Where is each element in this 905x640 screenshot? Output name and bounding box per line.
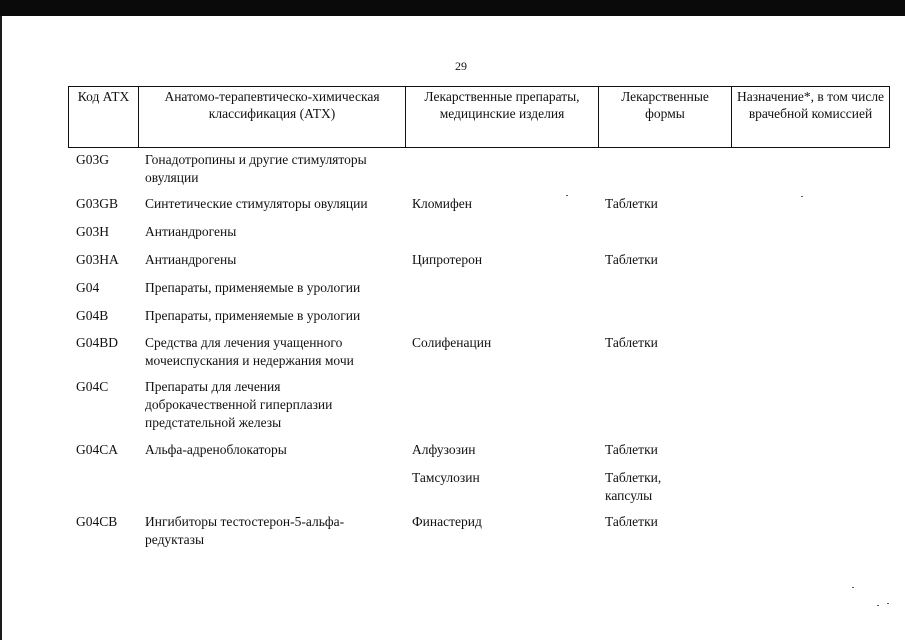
cell-code: G04B — [76, 308, 109, 323]
cell-code: G04 — [76, 280, 100, 295]
cell-classification: Препараты для лечения доброкачественной гиперплазии предстательной железы — [145, 379, 333, 430]
cell-classification: Гонадотропины и другие стимуляторы овуляции — [145, 152, 367, 185]
cell-form: Таблетки — [605, 252, 658, 267]
cell-drug: Алфузозин — [412, 442, 476, 457]
cell-classification: Антиандрогены — [145, 224, 237, 239]
scan-speck — [852, 587, 854, 588]
header-code: Код АТХ — [69, 87, 139, 148]
cell-code: G03H — [76, 224, 109, 239]
scan-speck — [887, 603, 889, 604]
cell-classification: Антиандрогены — [145, 252, 237, 267]
header-classification: Анатомо-терапевтическо-химическая классификация (АТХ) — [139, 87, 406, 148]
cell-form: Таблетки — [605, 335, 658, 350]
scan-left-edge — [0, 16, 2, 640]
page-number: 29 — [455, 59, 467, 73]
cell-classification: Средства для лечения учащенного мочеиспускания и недержания мочи — [145, 335, 354, 368]
cell-code: G03GB — [76, 196, 119, 211]
cell-form: Таблетки — [605, 514, 658, 529]
header-forms: Лекарственные формы — [599, 87, 732, 148]
cell-code: G04C — [76, 379, 109, 394]
cell-form: Таблетки, капсулы — [605, 470, 662, 503]
scan-speck — [801, 196, 803, 197]
cell-classification: Синтетические стимуляторы овуляции — [145, 196, 368, 211]
header-purpose: Назначение*, в том числе врачебной комиссией — [732, 87, 890, 148]
scan-speck — [566, 195, 568, 196]
cell-drug: Кломифен — [412, 196, 472, 211]
cell-classification: Препараты, применяемые в урологии — [145, 308, 361, 323]
cell-code: G04CB — [76, 514, 118, 529]
cell-drug: Ципротерон — [412, 252, 483, 267]
cell-form: Таблетки — [605, 442, 658, 457]
cell-classification: Ингибиторы тестостерон-5-альфа-редуктазы — [145, 514, 345, 547]
cell-code: G03G — [76, 152, 109, 167]
cell-code: G03HA — [76, 252, 119, 267]
cell-code: G04BD — [76, 335, 119, 350]
cell-drug: Тамсулозин — [412, 470, 480, 485]
cell-classification: Препараты, применяемые в урологии — [145, 280, 361, 295]
table-header — [68, 86, 890, 148]
cell-form: Таблетки — [605, 196, 658, 211]
cell-drug: Солифенацин — [412, 335, 492, 350]
cell-code: G04CA — [76, 442, 119, 457]
cell-drug: Финастерид — [412, 514, 482, 529]
scan-speck — [877, 605, 879, 606]
scan-top-border — [0, 0, 905, 16]
header-drugs: Лекарственные препараты, медицинские изделия — [406, 87, 599, 148]
cell-classification: Альфа-адреноблокаторы — [145, 442, 287, 457]
